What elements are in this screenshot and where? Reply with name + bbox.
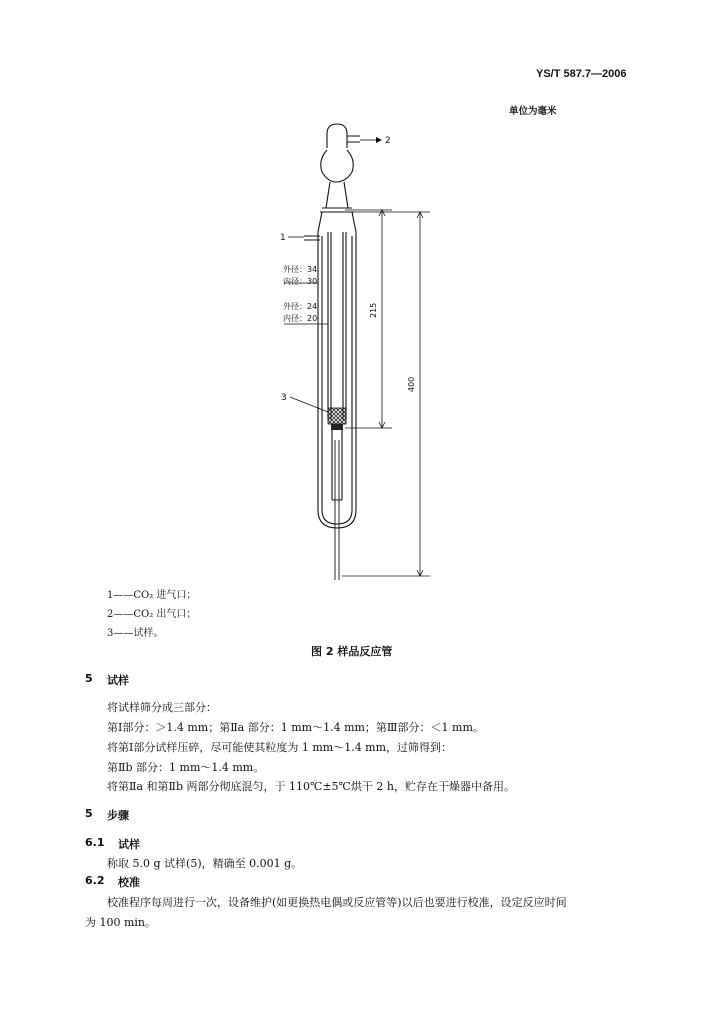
figure-caption: 图 2 样品反应管 (311, 645, 393, 658)
outer-diameter-34: 外径：34 (283, 265, 318, 274)
inner-diameter-20: 内径：20 (283, 314, 318, 323)
subsection-6-2-line-2: 为 100 min。 (85, 916, 157, 929)
section-5-title: 试样 (107, 674, 129, 687)
callout-2: 2 (385, 136, 391, 146)
subsection-6-1-number: 6.1 (85, 836, 105, 849)
sample-hatch (328, 408, 346, 424)
section-6-title: 步骤 (107, 809, 129, 822)
section-6-number: 5 (85, 807, 93, 820)
reaction-tube (304, 124, 360, 580)
section-5-line-5: 将第Ⅱa 和第Ⅱb 两部分彻底混匀，于 110℃±5℃烘干 2 h，贮存在干燥器中备用。 (107, 780, 515, 793)
subsection-6-2-number: 6.2 (85, 874, 105, 887)
unit-note: 单位为毫米 (509, 106, 557, 117)
section-5-line-1: 将试样筛分成三部分： (107, 701, 217, 714)
sample-base (331, 424, 343, 430)
section-5-line-3: 将第Ⅰ部分试样压碎，尽可能使其粒度为 1 mm～1.4 mm，过筛得到： (107, 741, 453, 754)
section-5-number: 5 (85, 672, 93, 685)
document-code: YS/T 587.7—2006 (536, 68, 627, 80)
subsection-6-1-text: 称取 5.0 g 试样(5)，精确至 0.001 g。 (107, 857, 303, 870)
inner-diameter-30: 内径：30 (283, 277, 318, 286)
callout-1: 1 (280, 233, 286, 243)
legend-item-2: 2——CO₂ 出气口； (107, 609, 197, 620)
section-5-line-4: 第Ⅱb 部分：1 mm～1.4 mm。 (107, 761, 265, 774)
legend-item-3: 3——试样。 (107, 628, 164, 639)
dimension-215: 215 (369, 302, 378, 318)
subsection-6-1-title: 试样 (118, 838, 140, 851)
callout-3: 3 (281, 393, 287, 403)
section-5-line-2: 第Ⅰ部分：＞1.4 mm；第Ⅱa 部分：1 mm～1.4 mm；第Ⅲ部分：＜1 mm。 (107, 721, 484, 734)
outer-diameter-24: 外径：24 (283, 302, 318, 311)
subsection-6-2-line-1: 校准程序每周进行一次，设备维护(如更换热电偶或反应管等)以后也要进行校准，设定反应时间 (107, 896, 567, 909)
legend-item-1: 1——CO₂ 进气口； (107, 590, 197, 601)
subsection-6-2-title: 校准 (118, 876, 140, 889)
dimension-400: 400 (407, 376, 416, 392)
